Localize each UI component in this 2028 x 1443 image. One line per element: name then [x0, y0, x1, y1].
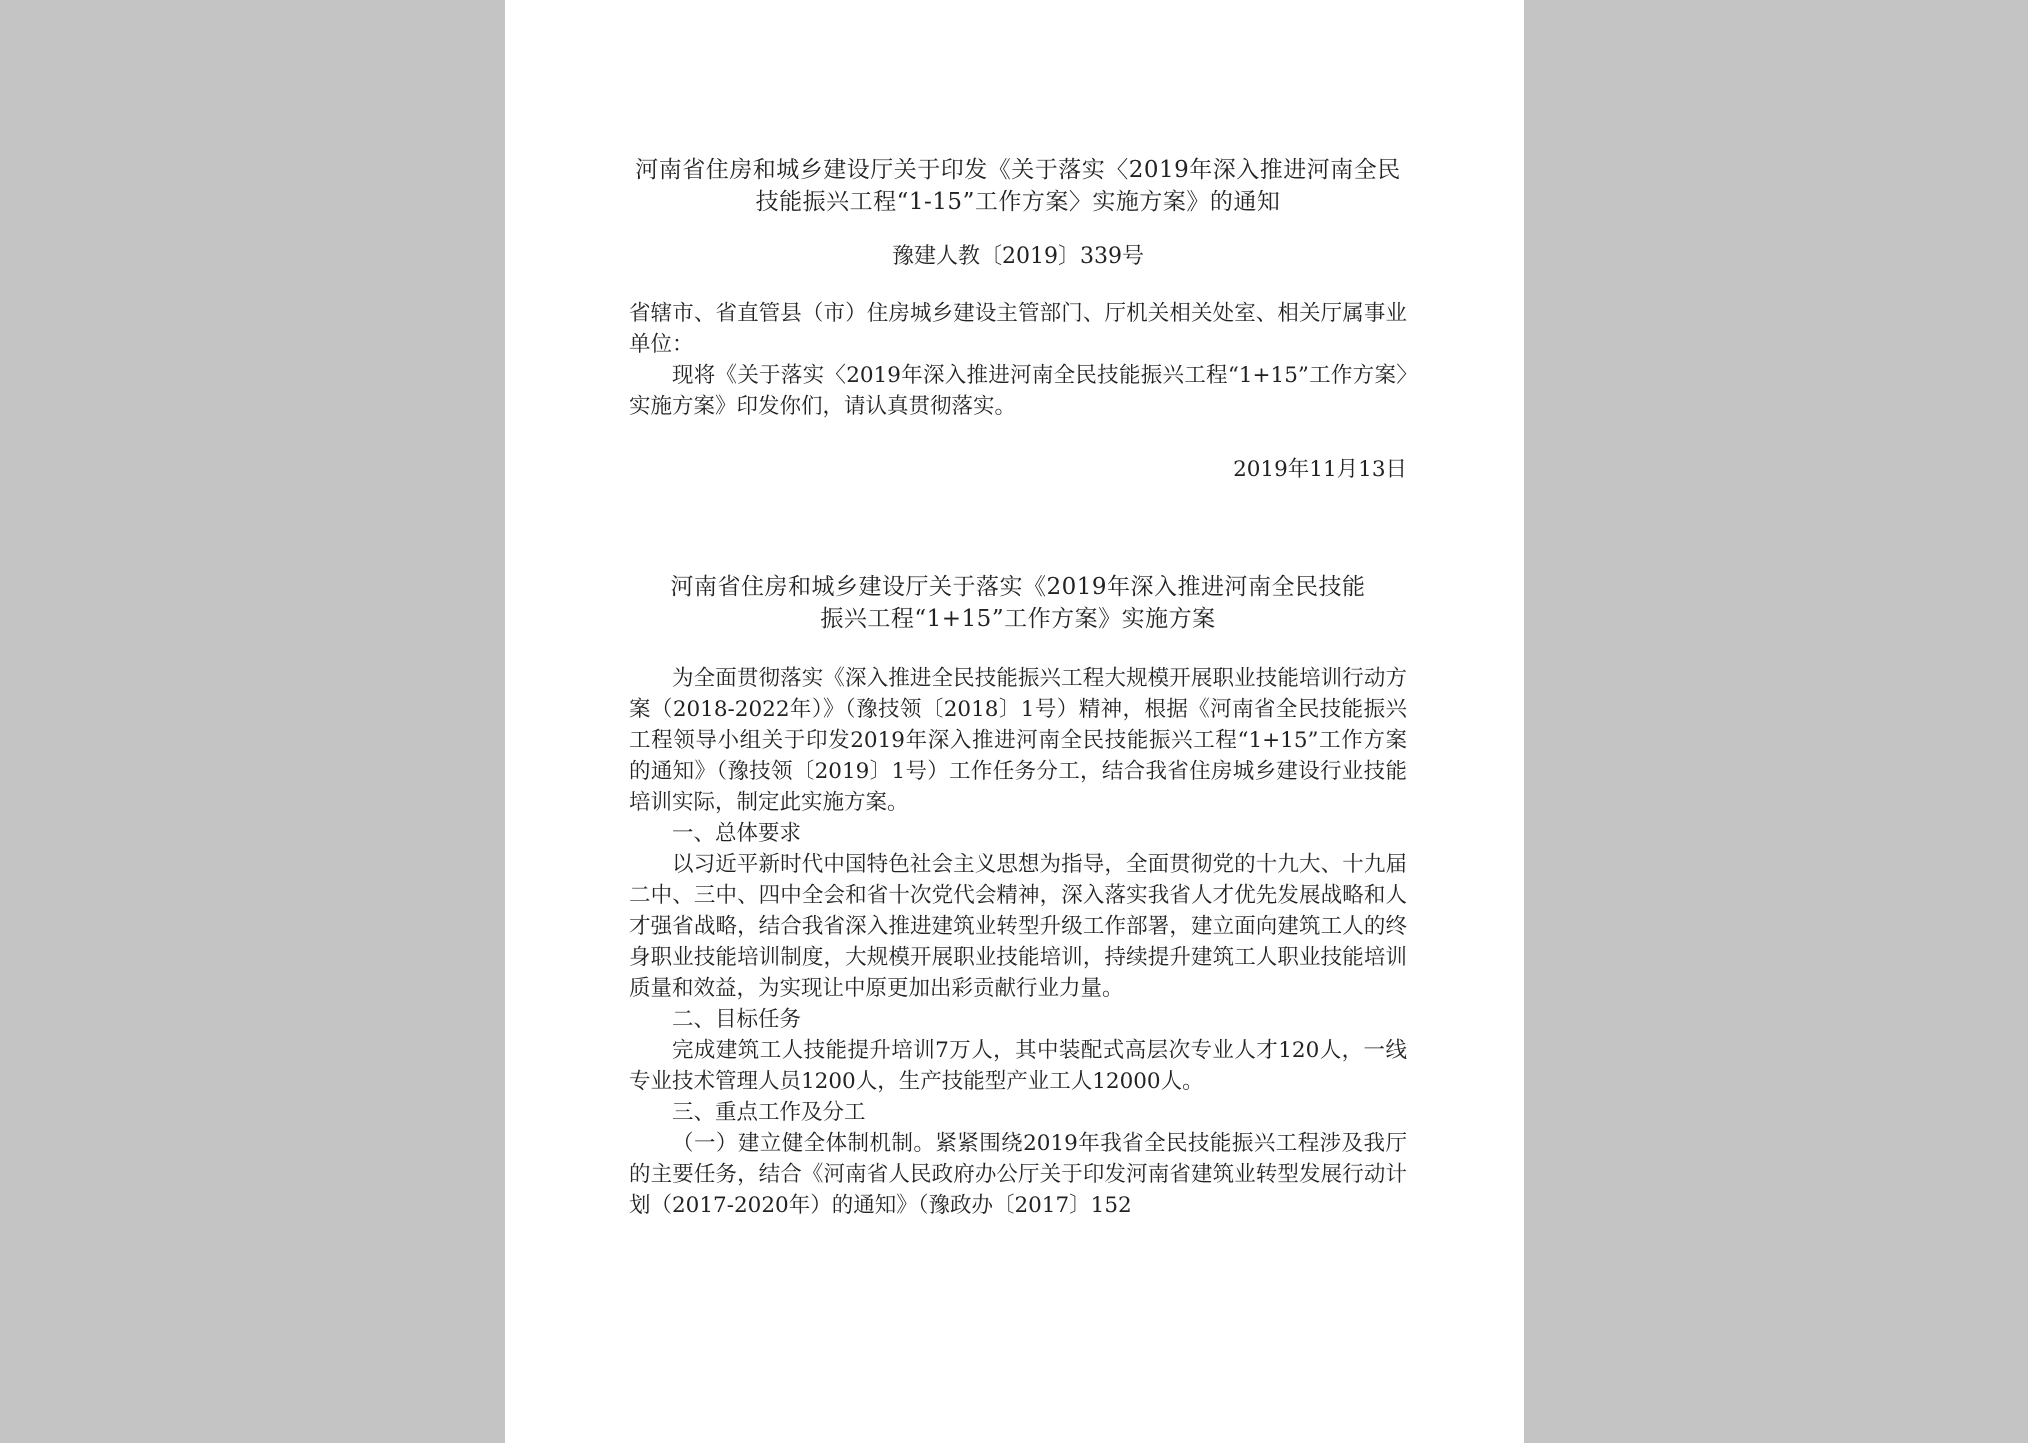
notice-title-line2: 技能振兴工程“1-15”工作方案〉实施方案》的通知 [755, 189, 1281, 215]
paragraph-key-work: （一）建立健全体制机制。紧紧围绕2019年我省全民技能振兴工程涉及我厅的主要任务，结合《河南省人民政府办公厅关于印发河南省建筑业转型发展行动计划（2017-2020年）的通知》（豫政办〔2017〕152 [629, 1131, 1407, 1218]
heading-target-tasks: 二、目标任务 [672, 1007, 802, 1032]
paragraph-overall-requirements: 以习近平新时代中国特色社会主义思想为指导，全面贯彻党的十九大、十九届二中、三中、四中全会和省十次党代会精神，深入落实我省人才优先发展战略和人才强省战略，结合我省深入推进建筑业转型升级工作部署，建立面向建筑工人的终身职业技能培训制度，大规模开展职业技能培训，持续提升建筑工人职业技能培训质量和效益，为实现让中原更加出彩贡献行业力量。 [629, 852, 1407, 1001]
heading-key-work: 三、重点工作及分工 [672, 1100, 866, 1125]
plan-title-line2: 振兴工程“1+15”工作方案》实施方案 [820, 606, 1216, 632]
section-spacer [629, 485, 1407, 571]
document-number: 豫建人教〔2019〕339号 [892, 244, 1144, 269]
notice-body: 现将《关于落实〈2019年深入推进河南全民技能振兴工程“1+15”工作方案〉实施方案》印发你们，请认真贯彻落实。 [629, 363, 1407, 419]
document-page [505, 0, 1524, 1443]
addressee: 省辖市、省直管县（市）住房城乡建设主管部门、厅机关相关处室、相关厅属事业单位： [629, 301, 1407, 357]
issue-date: 2019年11月13日 [1233, 457, 1407, 482]
plan-title-line1: 河南省住房和城乡建设厅关于落实《2019年深入推进河南全民技能 [670, 574, 1366, 600]
paragraph-target-tasks: 完成建筑工人技能提升培训7万人，其中装配式高层次专业人才120人，一线专业技术管理人员1200人，生产技能型产业工人12000人。 [629, 1038, 1407, 1094]
heading-overall-requirements: 一、总体要求 [672, 821, 802, 846]
plan-intro: 为全面贯彻落实《深入推进全民技能振兴工程大规模开展职业技能培训行动方案（2018-2022年）》（豫技领〔2018〕1号）精神，根据《河南省全民技能振兴工程领导小组关于印发2019年深入推进河南全民技能振兴工程“1+15”工作方案的通知》（豫技领〔2019〕1号）工作任务分工，结合我省住房城乡建设行业技能培训实际，制定此实施方案。 [629, 666, 1407, 815]
page-content [629, 154, 1407, 1221]
notice-title-line1: 河南省住房和城乡建设厅关于印发《关于落实〈2019年深入推进河南全民 [635, 157, 1401, 183]
